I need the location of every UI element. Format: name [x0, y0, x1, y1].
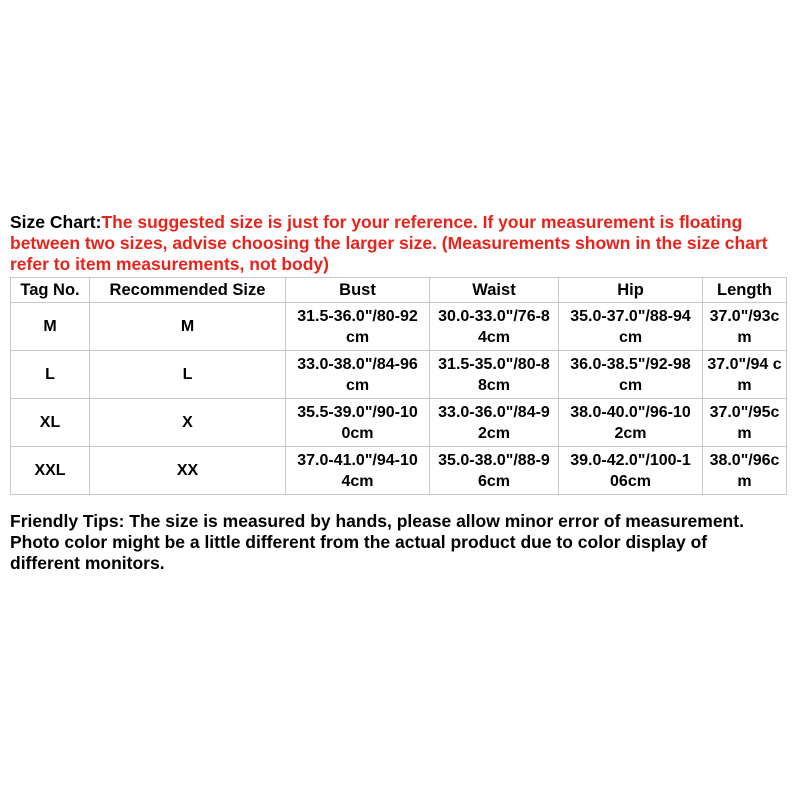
hip-line-1: 35.0-37.0"/88-94 [570, 307, 691, 325]
bust-cell [286, 399, 430, 447]
waist-line-2: 4cm [477, 328, 511, 346]
waist-line-2: 8cm [477, 376, 511, 394]
bust-line-2: 0cm [341, 424, 374, 442]
header-tag-no: Tag No. [11, 278, 90, 303]
length-cell [703, 399, 787, 447]
hip-line-1: 39.0-42.0"/100-1 [570, 451, 691, 469]
size-chart-intro [10, 212, 785, 275]
header-recommended-size: Recommended Size [90, 278, 286, 303]
length-line-1: 37.0"/95c [709, 403, 780, 421]
bust-line-1: 31.5-36.0"/80-92 [297, 307, 418, 325]
bust-cell [286, 351, 430, 399]
tag-cell: XL [11, 399, 90, 447]
table-row [11, 399, 787, 447]
bust-line-2: cm [345, 328, 370, 346]
header-length: Length [703, 278, 787, 303]
waist-line-2: 2cm [477, 424, 511, 442]
length-line-2: m [737, 472, 752, 490]
tag-cell: M [11, 303, 90, 351]
length-line-2: m [737, 424, 752, 442]
bust-cell [286, 447, 430, 495]
hip-line-2: cm [618, 328, 643, 346]
length-line-2: m [737, 376, 752, 394]
tips-line-2: Photo color might be a little different from the actual product due to color display of [10, 532, 708, 552]
hip-line-1: 38.0-40.0"/96-10 [570, 403, 691, 421]
hip-cell [559, 447, 703, 495]
waist-cell [430, 447, 559, 495]
recommended-size-cell: XX [90, 447, 286, 495]
length-line-1: 37.0"/94 c [707, 355, 782, 373]
length-line-2: m [737, 328, 752, 346]
tag-cell: L [11, 351, 90, 399]
size-chart-table [10, 277, 787, 495]
table-row [11, 447, 787, 495]
table-row [11, 303, 787, 351]
bust-line-1: 35.5-39.0"/90-10 [297, 403, 418, 421]
bust-line-1: 37.0-41.0"/94-10 [297, 451, 418, 469]
recommended-size-cell: L [90, 351, 286, 399]
hip-cell [559, 351, 703, 399]
length-cell [703, 351, 787, 399]
hip-line-1: 36.0-38.5"/92-98 [570, 355, 691, 373]
waist-line-2: 6cm [477, 472, 511, 490]
bust-line-1: 33.0-38.0"/84-96 [297, 355, 418, 373]
tips-line-3: different monitors. [10, 553, 165, 573]
header-waist: Waist [430, 278, 559, 303]
friendly-tips [10, 511, 788, 574]
size-notice-line-1: The suggested size is just for your reference. If your measurement is floating [101, 212, 743, 232]
waist-line-1: 33.0-36.0"/84-9 [438, 403, 550, 421]
bust-line-2: 4cm [341, 472, 374, 490]
hip-cell [559, 399, 703, 447]
tips-line-1: Friendly Tips: The size is measured by hands, please allow minor error of measurement. [10, 511, 744, 531]
tag-cell: XXL [11, 447, 90, 495]
bust-cell [286, 303, 430, 351]
waist-line-1: 31.5-35.0"/80-8 [438, 355, 550, 373]
size-notice-line-2: between two sizes, advise choosing the larger size. (Measurements shown in the size chart [10, 233, 768, 253]
length-cell [703, 447, 787, 495]
waist-cell [430, 351, 559, 399]
size-chart-label: Size Chart: [10, 212, 102, 232]
bust-line-2: cm [345, 376, 370, 394]
table-header-row [11, 278, 787, 303]
recommended-size-cell: X [90, 399, 286, 447]
header-bust: Bust [286, 278, 430, 303]
hip-cell [559, 303, 703, 351]
waist-cell [430, 399, 559, 447]
hip-line-2: 06cm [610, 472, 651, 490]
table-row [11, 351, 787, 399]
waist-cell [430, 303, 559, 351]
hip-line-2: 2cm [614, 424, 647, 442]
length-cell [703, 303, 787, 351]
waist-line-1: 35.0-38.0"/88-9 [438, 451, 550, 469]
recommended-size-cell: M [90, 303, 286, 351]
length-line-1: 38.0"/96c [709, 451, 780, 469]
header-hip: Hip [559, 278, 703, 303]
length-line-1: 37.0"/93c [709, 307, 780, 325]
hip-line-2: cm [618, 376, 643, 394]
size-notice-line-3: refer to item measurements, not body) [10, 254, 329, 274]
waist-line-1: 30.0-33.0"/76-8 [438, 307, 550, 325]
